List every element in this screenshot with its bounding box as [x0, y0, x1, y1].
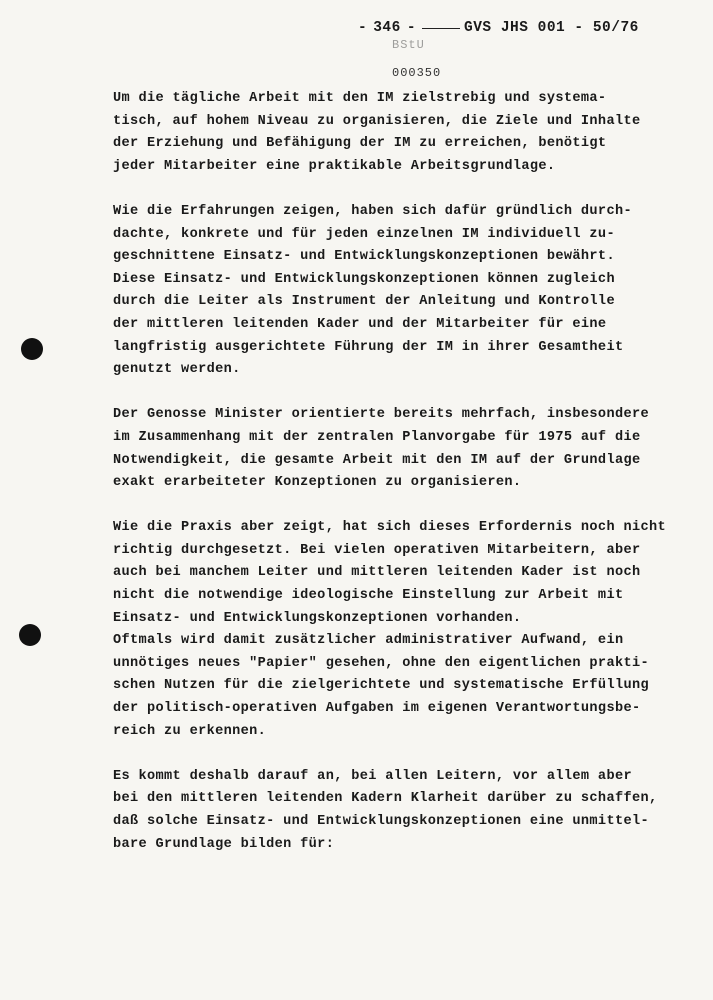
text-line: reich zu erkennen. — [113, 723, 267, 739]
text-line: schen Nutzen für die zielgerichtete und systematische Erfüllung — [113, 678, 649, 694]
paragraph — [113, 404, 713, 494]
text-line: bare Grundlage bilden für: — [113, 836, 335, 852]
text-line: der politisch-operativen Aufgaben im eigenen Verantwortungsbe- — [113, 701, 641, 717]
text-line: Einsatz- und Entwicklungskonzeptionen vorhanden. — [113, 610, 522, 626]
punch-hole — [19, 624, 41, 646]
text-line: im Zusammenhang mit der zentralen Planvorgabe für 1975 auf die — [113, 429, 641, 445]
paragraph — [113, 517, 713, 743]
text-line: Es kommt deshalb darauf an, bei allen Leitern, vor allem aber — [113, 768, 632, 784]
document-body — [113, 88, 713, 856]
text-line: der Erziehung und Befähigung der IM zu erreichen, benötigt — [113, 136, 607, 152]
archive-number: 000350 — [392, 66, 442, 80]
text-line: Notwendigkeit, die gesamte Arbeit mit den IM auf der Grundlage — [113, 452, 641, 468]
page-number: 346 — [373, 20, 401, 36]
text-line: nicht die notwendige ideologische Einstellung zur Arbeit mit — [113, 588, 624, 604]
paragraph — [113, 766, 713, 856]
text-line: auch bei manchem Leiter und mittleren leitenden Kader ist noch — [113, 565, 641, 581]
document-reference: GVS JHS 001 - 50/76 — [464, 20, 639, 36]
text-line: jeder Mitarbeiter eine praktikable Arbeitsgrundlage. — [113, 158, 556, 174]
paragraph — [113, 88, 713, 178]
text-line: Oftmals wird damit zusätzlicher administrativer Aufwand, ein — [113, 633, 624, 649]
text-line: dachte, konkrete und für jeden einzelnen IM individuell zu- — [113, 226, 615, 242]
text-line: daß solche Einsatz- und Entwicklungskonzeptionen eine unmittel- — [113, 814, 649, 829]
text-line: Diese Einsatz- und Entwicklungskonzeptionen können zugleich — [113, 271, 615, 287]
text-line: durch die Leiter als Instrument der Anleitung und Kontrolle — [113, 294, 615, 310]
text-line: der mittleren leitenden Kader und der Mitarbeiter für eine — [113, 316, 607, 332]
punch-hole — [21, 338, 43, 360]
text-line: geschnittene Einsatz- und Entwicklungskonzeptionen bewährt. — [113, 249, 615, 265]
page-header — [352, 20, 639, 36]
text-line: genutzt werden. — [113, 362, 241, 378]
text-line: Der Genosse Minister orientierte bereits mehrfach, insbesondere — [113, 407, 649, 423]
header-dash: - — [406, 20, 417, 36]
header-dash: - — [358, 20, 368, 36]
header-rule — [422, 28, 460, 29]
text-line: richtig durchgesetzt. Bei vielen operativen Mitarbeitern, aber — [113, 542, 641, 558]
archive-stamp: BStU — [392, 38, 425, 52]
text-line: Wie die Erfahrungen zeigen, haben sich dafür gründlich durch- — [113, 203, 632, 219]
text-line: langfristig ausgerichtete Führung der IM in ihrer Gesamtheit — [113, 339, 624, 355]
text-line: Wie die Praxis aber zeigt, hat sich dieses Erfordernis noch nicht — [113, 520, 666, 536]
text-line: bei den mittleren leitenden Kadern Klarheit darüber zu schaffen, — [113, 791, 658, 807]
text-line: exakt erarbeiteter Konzeptionen zu organisieren. — [113, 475, 522, 491]
text-line: tisch, auf hohem Niveau zu organisieren, die Ziele und Inhalte — [113, 113, 641, 129]
text-line: Um die tägliche Arbeit mit den IM zielstrebig und systema- — [113, 91, 607, 106]
text-line: unnötiges neues "Papier" gesehen, ohne den eigentlichen prakti- — [113, 655, 649, 671]
paragraph — [113, 201, 713, 382]
